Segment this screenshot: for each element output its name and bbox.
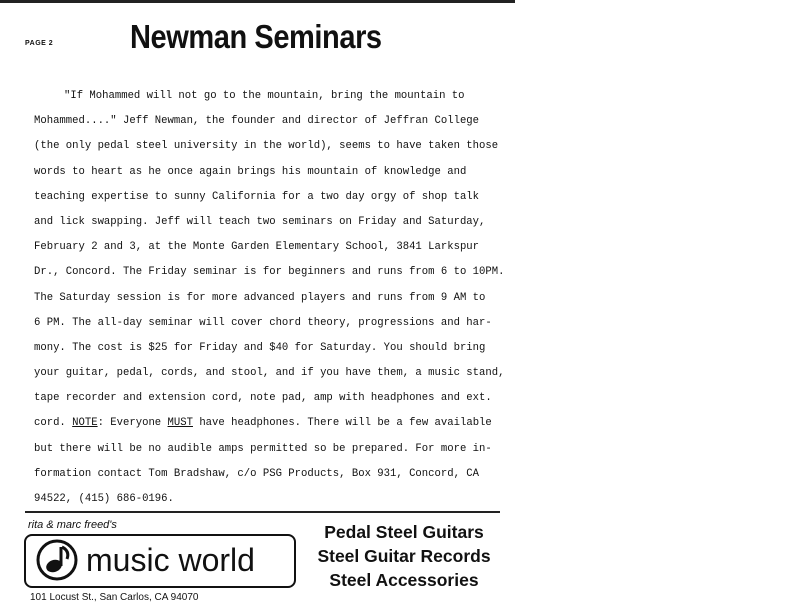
article-line: tape recorder and extension cord, note pad, amp with headphones and ext. xyxy=(34,392,492,405)
ad-brand-name: music world xyxy=(86,542,255,578)
page-label: PAGE 2 xyxy=(25,40,54,47)
article-line: "If Mohammed will not go to the mountain, bring the mountain to xyxy=(64,90,465,102)
article-line: (the only pedal steel university in the world), seems to have taken those xyxy=(34,140,499,153)
ad-services xyxy=(306,520,502,592)
article-line: Mohammed...." Jeff Newman, the founder and director of Jeffran College xyxy=(34,115,480,128)
ad-brand-box xyxy=(24,534,296,588)
line-fragment: have headphones. There will be a few available xyxy=(192,417,492,430)
article-line: mony. The cost is $25 for Friday and $40 for Saturday. You should bring xyxy=(34,341,486,354)
article-line: formation contact Tom Bradshaw, c/o PSG Products, Box 931, Concord, CA xyxy=(34,467,480,480)
article-line: The Saturday session is for more advanced players and runs from 9 AM to xyxy=(34,291,486,304)
article-line-note xyxy=(34,411,504,436)
article-body xyxy=(34,84,504,512)
note-label: NOTE xyxy=(72,417,98,430)
article-line: February 2 and 3, at the Monte Garden Elementary School, 3841 Larkspur xyxy=(34,241,480,254)
article-line: teaching expertise to sunny California for a two day orgy of shop talk xyxy=(34,190,480,203)
page-title: Newman Seminars xyxy=(130,18,382,55)
article-line: and lick swapping. Jeff will teach two seminars on Friday and Saturday, xyxy=(34,215,486,228)
article-line: your guitar, pedal, cords, and stool, and if you have them, a music stand, xyxy=(34,367,505,380)
article-line: 6 PM. The all-day seminar will cover chord theory, progressions and har- xyxy=(34,316,492,329)
ad-address: 101 Locust St., San Carlos, CA 94070 xyxy=(30,592,199,603)
musical-note-logo-icon xyxy=(36,539,78,581)
article-line: but there will be no audible amps permitted so be prepared. For more in- xyxy=(34,442,492,455)
must-emphasis: MUST xyxy=(167,417,193,430)
line-fragment: cord. xyxy=(34,417,73,430)
ad-divider-rule xyxy=(25,511,500,513)
article-line: Dr., Concord. The Friday seminar is for beginners and runs from 6 to 10PM. xyxy=(34,266,505,279)
ad-owners-line: rita & marc freed's xyxy=(28,519,117,531)
article-line: words to heart as he once again brings his mountain of knowledge and xyxy=(34,165,467,178)
article-line: 94522, (415) 686-0196. xyxy=(34,493,174,505)
line-fragment: : Everyone xyxy=(97,417,168,430)
ad-service-item: Steel Accessories xyxy=(329,570,479,590)
ad-service-item: Steel Guitar Records xyxy=(317,546,491,566)
ad-service-item: Pedal Steel Guitars xyxy=(324,522,484,542)
top-rule xyxy=(0,0,515,3)
music-world-ad xyxy=(28,519,255,578)
